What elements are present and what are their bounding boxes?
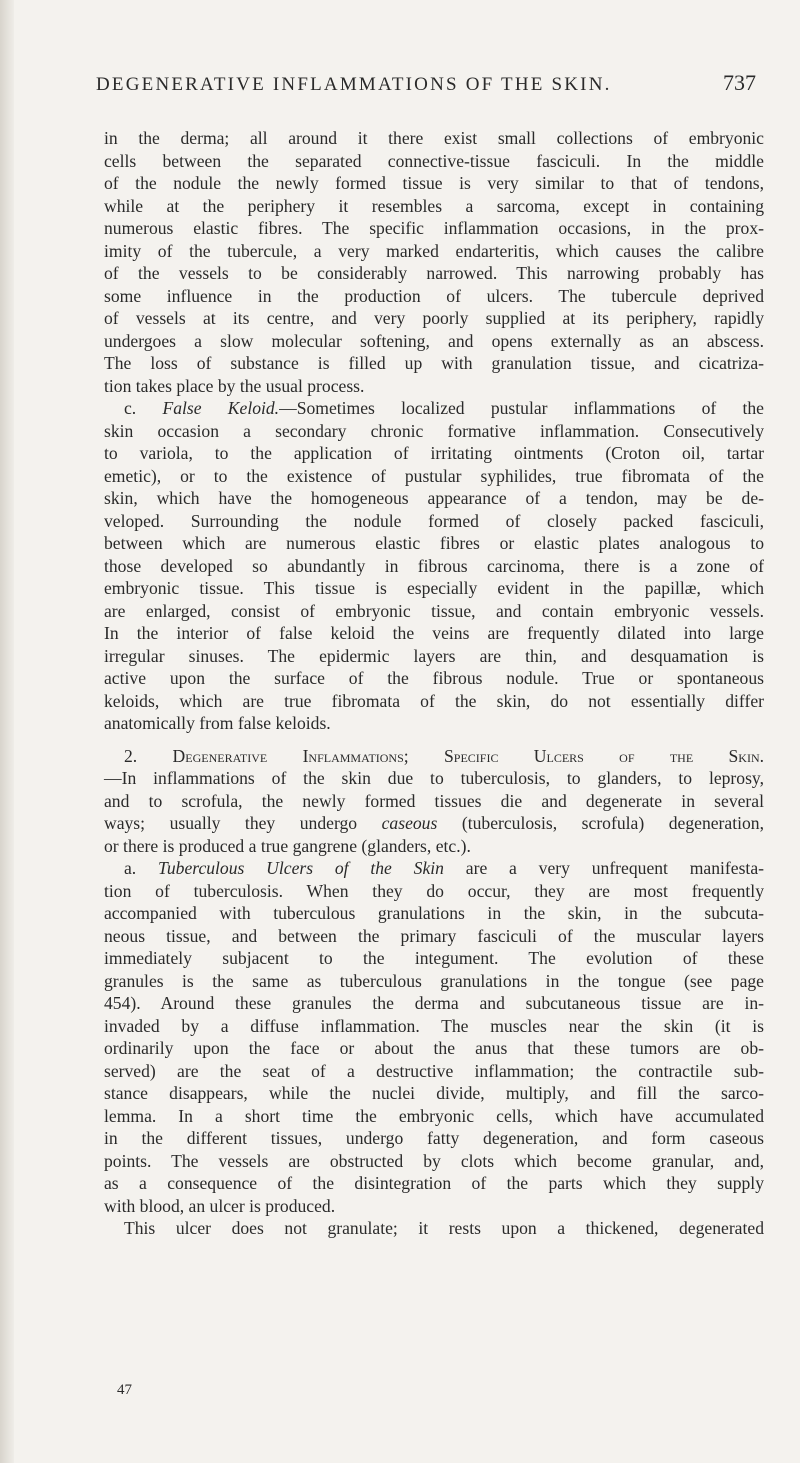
text-line: undergoes a slow molecular softening, and opens externally as an abscess. (104, 330, 764, 351)
caseous-line (104, 812, 764, 835)
text-line: —In inflammations of the skin due to tuberculosis, to glanders, to leprosy, (104, 768, 764, 788)
text-line: are enlarged, consist of embryonic tissue, and contain embryonic vessels. (104, 600, 764, 621)
text-line: or there is produced a true gangrene (glanders, etc.). (104, 835, 471, 856)
text-line: those developed so abundantly in fibrous carcinoma, there is a zone of (104, 555, 764, 576)
text-line: in the different tissues, undergo fatty degeneration, and form caseous (104, 1128, 764, 1148)
text-line: emetic), or to the existence of pustular syphilides, true fibromata of the (104, 465, 764, 486)
text-line: cells between the separated connective-tissue fasciculi. In the middle (104, 150, 764, 171)
section-2-heading-line (104, 745, 764, 768)
text-line: embryonic tissue. This tissue is especially evident in the papillæ, which (104, 578, 764, 598)
text-line: with blood, an ulcer is produced. (104, 1195, 336, 1216)
page-header (96, 70, 756, 100)
text-line: between which are numerous elastic fibres or elastic plates analogous to (104, 533, 764, 553)
text-line: of vessels at its centre, and very poorly supplied at its periphery, rapidly (104, 308, 764, 328)
page-edge (0, 0, 14, 1463)
text-line: In the interior of false keloid the veins are frequently dilated into large (104, 623, 764, 643)
text-line: This ulcer does not granulate; it rests upon a thickened, degenerated (124, 1218, 764, 1238)
text-line: served) are the seat of a destructive inflammation; the contractile sub- (104, 1060, 764, 1081)
section-a-first-text: are a very unfrequent manifesta- (443, 858, 764, 878)
text-line: tion of tuberculosis. When they do occur, they are most frequently (104, 880, 764, 901)
text-line: invaded by a diffuse inflammation. The muscles near the skin (it is (104, 1015, 764, 1036)
caseous-after: (tuberculosis, scrofula) degeneration, (437, 813, 764, 833)
text-line: in the derma; all around it there exist small collections of embryonic (104, 128, 764, 148)
text-line: while at the periphery it resembles a sarcoma, except in containing (104, 195, 764, 216)
page-number: 737 (723, 70, 756, 95)
text-line: veloped. Surrounding the nodule formed of closely packed fasciculi, (104, 510, 764, 531)
text-line: skin occasion a secondary chronic formative inflammation. Consecutively (104, 420, 764, 441)
text-line: of the vessels to be considerably narrowed. This narrowing probably has (104, 263, 764, 283)
text-line: accompanied with tuberculous granulations in the skin, in the subcuta- (104, 903, 764, 923)
caseous-word: caseous (381, 813, 438, 833)
running-head: DEGENERATIVE INFLAMMATIONS OF THE SKIN. (96, 74, 612, 95)
text-line: as a consequence of the disintegration of the parts which they supply (104, 1173, 764, 1193)
text-line: skin, which have the homogeneous appearance of a tendon, may be de- (104, 488, 764, 508)
caseous-before: ways; usually they undergo (104, 813, 382, 833)
text-line: irregular sinuses. The epidermic layers are thin, and desquamation is (104, 645, 764, 666)
signature-mark: 47 (117, 1382, 132, 1398)
text-line: keloids, which are true fibromata of the skin, do not essentially differ (104, 690, 764, 711)
section-2-heading: Degenerative Inflammations; Specific Ulcers of the Skin. (172, 745, 765, 766)
text-line: some influence in the production of ulcers. The tubercule deprived (104, 285, 764, 306)
text-line: tion takes place by the usual process. (104, 375, 365, 396)
paragraph-gap (104, 735, 764, 745)
section-a-first-line (104, 857, 764, 880)
text-line: points. The vessels are obstructed by clots which become granular, and, (104, 1150, 764, 1171)
section-c-first-line (104, 397, 764, 420)
text-line: lemma. In a short time the embryonic cells, which have accumulated (104, 1105, 764, 1126)
text-line: imity of the tubercule, a very marked endarteritis, which causes the calibre (104, 240, 764, 261)
section-c-title: False Keloid. (162, 398, 280, 418)
section-a-title: Tuberculous Ulcers of the Skin (158, 858, 444, 878)
text-line: to variola, to the application of irritating ointments (Croton oil, tartar (104, 443, 764, 463)
text-line: anatomically from false keloids. (104, 713, 331, 733)
text-line: and to scrofula, the newly formed tissues die and degenerate in several (104, 790, 764, 811)
section-a-label: a. (124, 858, 137, 878)
text-line: of the nodule the newly formed tissue is very similar to that of tendons, (104, 173, 764, 193)
text-line: immediately subjacent to the integument. The evolution of these (104, 948, 764, 968)
text-line: 454). Around these granules the derma and subcutaneous tissue are in- (104, 993, 764, 1013)
text-line: numerous elastic fibres. The specific inflammation occasions, in the prox- (104, 218, 764, 238)
text-line: stance disappears, while the nuclei divide, multiply, and fill the sarco- (104, 1083, 764, 1103)
text-line: active upon the surface of the fibrous nodule. True or spontaneous (104, 668, 764, 688)
section-c-label: c. (124, 398, 137, 418)
text-line: neous tissue, and between the primary fasciculi of the muscular layers (104, 925, 764, 946)
section-2-number: 2. (124, 745, 138, 766)
section-c-first-text: —Sometimes localized pustular inflammations of the (279, 398, 764, 418)
text-line: The loss of substance is filled up with granulation tissue, and cicatriza- (104, 353, 764, 373)
text-line: ordinarily upon the face or about the anus that these tumors are ob- (104, 1038, 764, 1058)
body-text (104, 127, 764, 1240)
text-line: granules is the same as tuberculous granulations in the tongue (see page (104, 970, 764, 991)
